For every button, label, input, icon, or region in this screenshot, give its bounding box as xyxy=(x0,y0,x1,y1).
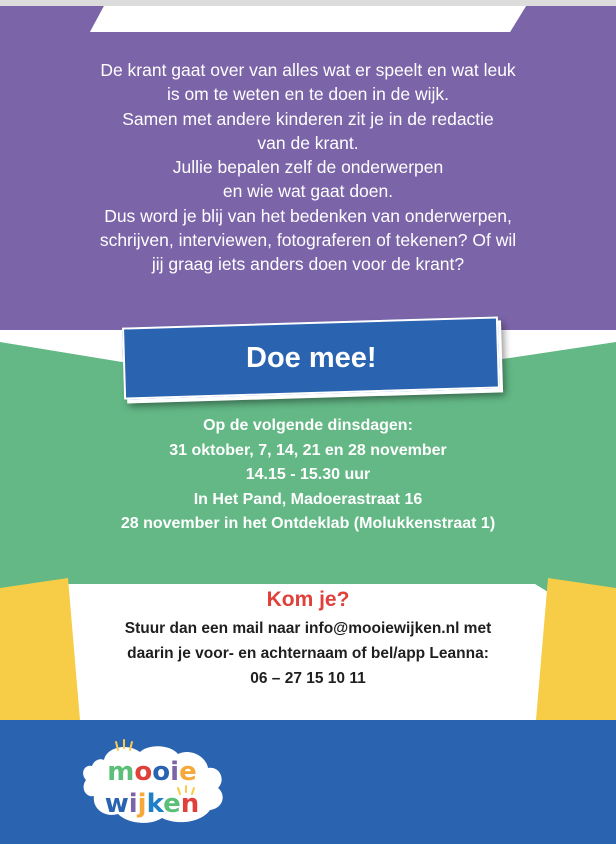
intro-line: schrijven, interviewen, fotograferen of tekenen? Of wil xyxy=(99,230,517,251)
top-gray-strip xyxy=(0,0,616,6)
banner-title: Doe mee! xyxy=(245,341,377,374)
intro-line: Jullie bepalen zelf de onderwerpen xyxy=(172,157,444,178)
dates-line: Op de volgende dinsdagen: xyxy=(203,417,413,434)
intro-line: Dus word je blij van het bedenken van onderwerpen, xyxy=(104,205,512,226)
green-panel-bottom xyxy=(0,540,616,592)
signup-title: Kom je? xyxy=(266,588,350,611)
signup-text xyxy=(80,616,536,691)
dates-line: 28 november in het Ontdeklab (Molukkenstraat 1) xyxy=(120,515,496,532)
dates-line: In Het Pand, Madoerastraat 16 xyxy=(193,490,423,508)
intro-line: van de krant. xyxy=(257,132,359,153)
intro-line: jij graag iets anders doen voor de krant? xyxy=(151,254,465,275)
mooie-wijken-logo xyxy=(78,736,226,828)
dates-line: 14.15 - 15.30 uur xyxy=(245,466,371,483)
signup-line: Stuur dan een mail naar info@mooiewijken.nl met xyxy=(124,620,492,637)
dates-line: 31 oktober, 7, 14, 21 en 28 november xyxy=(169,441,447,459)
intro-text xyxy=(40,58,576,277)
intro-line: en wie wat gaat doen. xyxy=(222,181,394,202)
signup-line: 06 – 27 15 10 11 xyxy=(250,670,366,687)
doe-mee-banner xyxy=(122,316,500,399)
signup-line: daarin je voor- en achternaam of bel/app Leanna: xyxy=(127,645,489,662)
top-white-tab xyxy=(90,6,526,32)
intro-line: De krant gaat over van alles wat er speelt en wat leuk xyxy=(100,60,516,80)
logo-word-mooie: mooie xyxy=(107,757,197,787)
dates-info xyxy=(30,414,586,537)
sun-rays-left-icon xyxy=(116,740,132,750)
logo-word-wijken: wijken xyxy=(104,789,200,819)
intro-line: Samen met andere kinderen zit je in de redactie xyxy=(122,108,494,129)
intro-line: is om te weten en te doen in de wijk. xyxy=(166,84,450,105)
